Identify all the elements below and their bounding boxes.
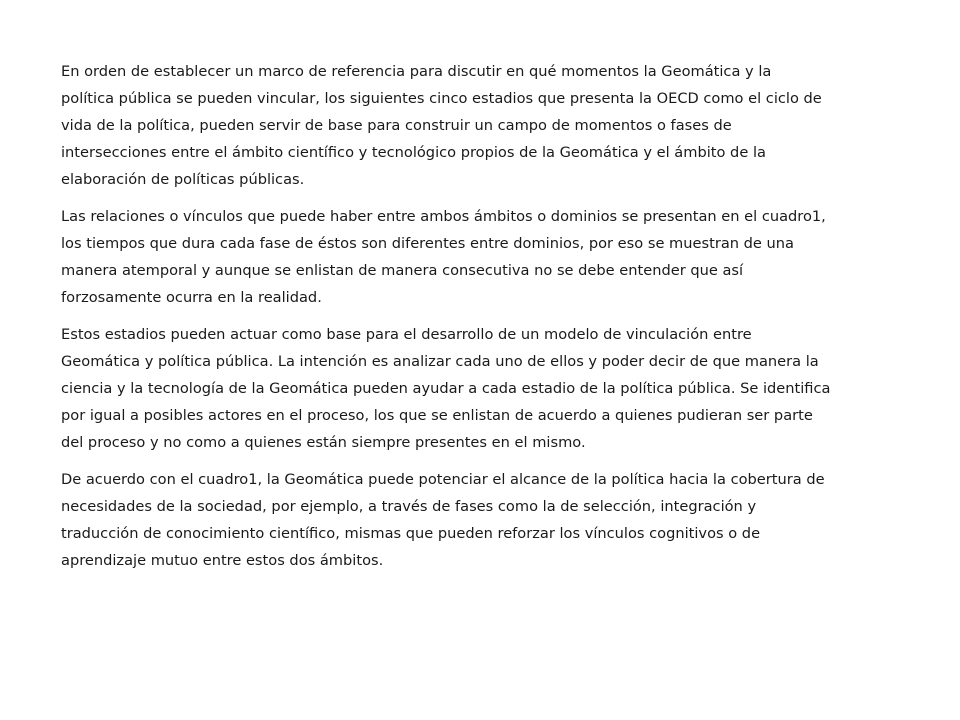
paragraph-4 bbox=[61, 466, 906, 574]
paragraph-line: forzosamente ocurra en la realidad. bbox=[61, 289, 322, 306]
paragraph-line: del proceso y no como a quienes están siempre presentes en el mismo. bbox=[61, 434, 586, 451]
paragraph-3 bbox=[61, 321, 906, 456]
paragraph-line: los tiempos que dura cada fase de éstos son diferentes entre dominios, por eso se muestran de una bbox=[61, 235, 794, 252]
paragraph-line: elaboración de políticas públicas. bbox=[61, 171, 305, 188]
paragraph-line: manera atemporal y aunque se enlistan de manera consecutiva no se debe entender que así bbox=[61, 262, 744, 279]
paragraph-2 bbox=[61, 203, 906, 311]
paragraph-line: vida de la política, pueden servir de base para construir un campo de momentos o fases de bbox=[61, 117, 732, 134]
paragraph-line: En orden de establecer un marco de referencia para discutir en qué momentos la Geomática y la bbox=[61, 63, 772, 80]
text-body bbox=[61, 58, 906, 584]
paragraph-line: necesidades de la sociedad, por ejemplo, a través de fases como la de selección, integración y bbox=[61, 498, 757, 515]
paragraph-line: Estos estadios pueden actuar como base para el desarrollo de un modelo de vinculación entre bbox=[61, 326, 752, 343]
paragraph-line: ciencia y la tecnología de la Geomática pueden ayudar a cada estadio de la política pública. Se identifica bbox=[61, 380, 831, 397]
paragraph-line: Las relaciones o vínculos que puede haber entre ambos ámbitos o dominios se presentan en el cuadro1, bbox=[61, 208, 826, 225]
paragraph-1 bbox=[61, 58, 906, 193]
paragraph-line: intersecciones entre el ámbito científico y tecnológico propios de la Geomática y el ámbito de la bbox=[61, 144, 766, 161]
paragraph-line: política pública se pueden vincular, los siguientes cinco estadios que presenta la OECD como el ciclo de bbox=[61, 90, 822, 107]
paragraph-line: por igual a posibles actores en el proceso, los que se enlistan de acuerdo a quienes pudieran ser parte bbox=[61, 407, 813, 424]
paragraph-line: De acuerdo con el cuadro1, la Geomática puede potenciar el alcance de la política hacia la cobertura de bbox=[61, 471, 825, 488]
paragraph-line: aprendizaje mutuo entre estos dos ámbitos. bbox=[61, 552, 384, 569]
paragraph-line: Geomática y política pública. La intención es analizar cada uno de ellos y poder decir de que manera la bbox=[61, 353, 819, 370]
paragraph-line: traducción de conocimiento científico, mismas que pueden reforzar los vínculos cognitivos o de bbox=[61, 525, 761, 542]
